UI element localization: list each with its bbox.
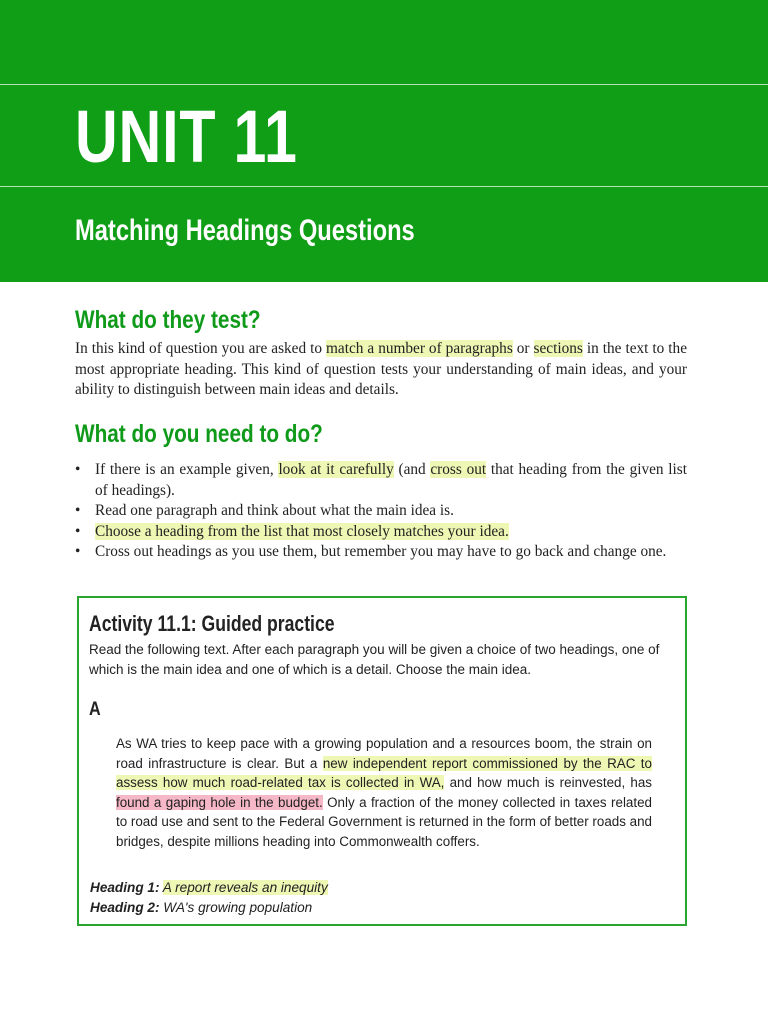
step-text: that heading from the given list of headings).: [95, 461, 688, 499]
step-text: Cross out headings as you use them, but remember you may have to go back and change one.: [95, 543, 667, 560]
section-heading-what-to-do: What do you need to do?: [75, 420, 323, 448]
step-text: Read one paragraph and think about what the main idea is.: [95, 502, 454, 519]
bullet-icon: •: [75, 461, 81, 478]
banner-divider-top: [0, 84, 768, 85]
highlight-choose-heading: Choose a heading from the list that most closely matches your idea.: [95, 522, 509, 540]
unit-subtitle: Matching Headings Questions: [75, 214, 415, 247]
intro-text: in the text to the most appropriate heading. This kind of question tests your understanding of main ideas, and your ability to distinguish between main ideas and details.: [75, 340, 687, 398]
section-heading-what-they-test: What do they test?: [75, 306, 261, 334]
activity-title: Activity 11.1: Guided practice: [89, 611, 335, 636]
heading-text: A report reveals an inequity: [162, 880, 328, 895]
intro-paragraph: [75, 339, 687, 401]
paragraph-letter: A: [89, 699, 101, 720]
step-item: [75, 522, 687, 543]
heading-label: Heading 2:: [90, 899, 160, 915]
passage-paragraph: [116, 734, 652, 852]
activity-box: [77, 596, 687, 926]
intro-text: or: [512, 340, 534, 357]
highlight-cross-out: cross out: [430, 461, 487, 478]
highlight-look-carefully: look at it carefully: [278, 461, 394, 478]
passage-text: As WA tries to keep pace with a growing population and a resources boom, the strain on road infrastructure is clear. But a: [116, 736, 652, 771]
banner-divider-middle: [0, 186, 768, 187]
highlight-match-paragraphs: match a number of paragraphs: [326, 340, 513, 357]
step-item: [75, 460, 687, 501]
heading-text: WA's growing population: [163, 899, 313, 915]
step-text: (and: [393, 461, 431, 478]
step-text: If there is an example given,: [95, 461, 279, 478]
highlight-sections: sections: [533, 340, 583, 357]
activity-instructions: Read the following text. After each paragraph you will be given a choice of two headings, one of which is the main idea and one of which is a detail. Choose the main idea.: [89, 642, 660, 677]
highlight-rac-report: new independent report commissioned by the RAC to assess how much road-related tax is collected in WA,: [116, 755, 652, 791]
heading-choices: [90, 878, 328, 917]
steps-list: [75, 460, 687, 563]
bullet-icon: •: [75, 502, 81, 519]
heading-label: Heading 1:: [90, 880, 160, 895]
step-item: [75, 542, 687, 563]
passage-text: and how much is reinvested, has: [444, 775, 652, 791]
bullet-icon: •: [75, 543, 81, 560]
heading-choice-2: [90, 898, 328, 918]
step-item: [75, 501, 687, 522]
bullet-icon: •: [75, 522, 81, 540]
highlight-gaping-hole: found a gaping hole in the budget.: [116, 794, 323, 810]
passage-text: Only a fraction of the money collected in taxes related to road use and sent to the Federal Government is returned in the form of better roads and bridges, despite millions heading into Commonwealth coffers.: [116, 794, 652, 849]
unit-banner: [0, 0, 768, 282]
unit-title: UNIT 11: [75, 95, 298, 178]
intro-text: In this kind of question you are asked to: [75, 340, 327, 357]
heading-choice-1: [90, 878, 328, 898]
